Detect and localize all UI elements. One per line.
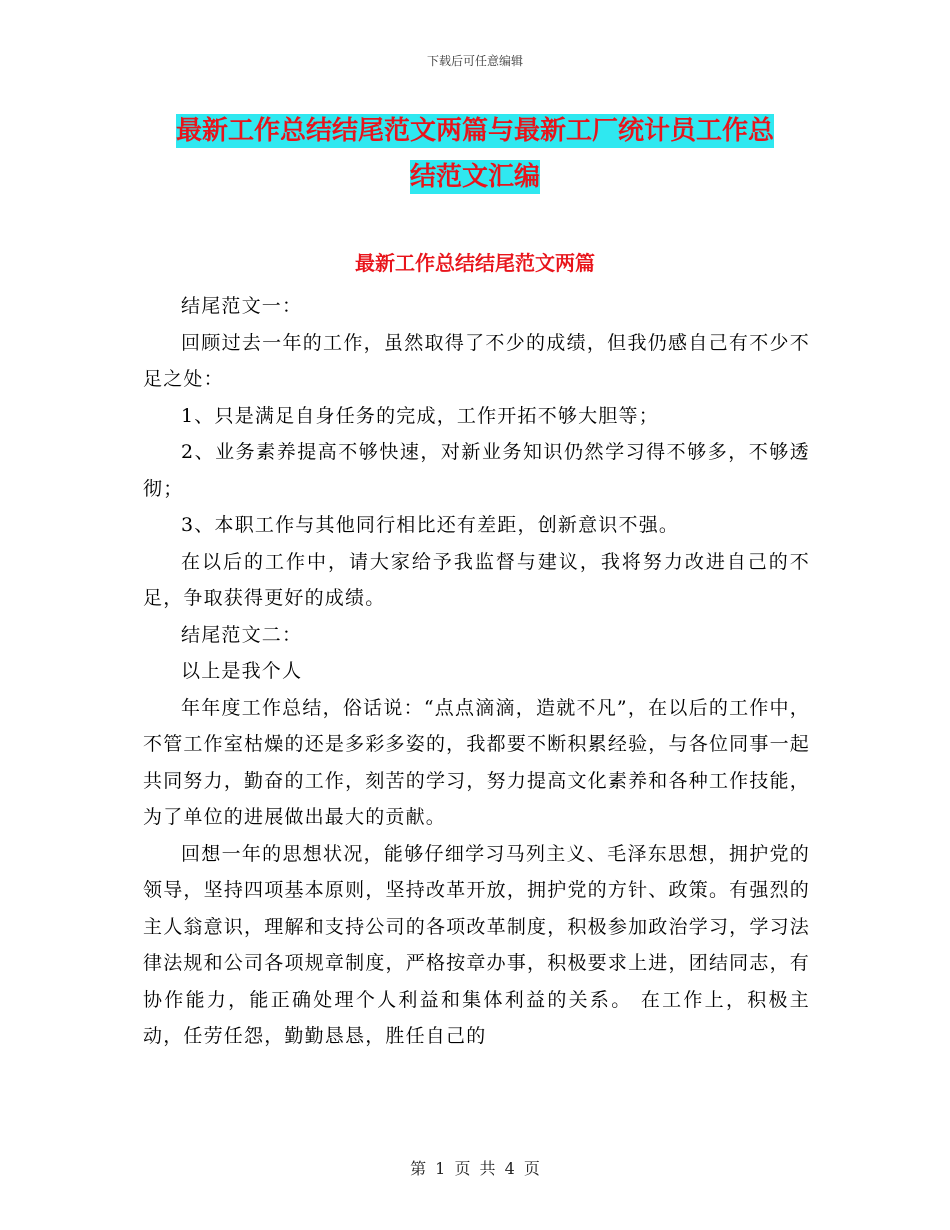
paragraph: 年年度工作总结，俗话说：“点点滴滴，造就不凡”，在以后的工作中，不管工作室枯燥的还是多彩多姿的，我都要不断积累经验，与各位同事一起共同努力，勤奋的工作，刻苦的学习，努力提高文化素养和各种工作技能，为了单位的进展做出最大的贡献。 (143, 696, 810, 828)
paragraph: 结尾范文一： (181, 295, 303, 317)
document-title (100, 108, 850, 200)
paragraph: 2、业务素养提高不够快速，对新业务知识仍然学习得不够多，不够透彻； (143, 441, 810, 500)
paragraph: 结尾范文二： (181, 623, 303, 646)
document-body (143, 288, 810, 1055)
paragraph: 1、只是满足自身任务的完成，工作开拓不够大胆等； (181, 404, 659, 427)
paragraph: 在以后的工作中，请大家给予我监督与建议，我将努力改进自己的不足，争取获得更好的成绩。 (143, 550, 810, 609)
paragraph: 以上是我个人 (181, 660, 303, 682)
paragraph: 回想一年的思想状况，能够仔细学习马列主义、毛泽东思想，拥护党的领导，坚持四项基本原则，坚持改革开放，拥护党的方针、政策。有强烈的主人翁意识，理解和支持公司的各项改革制度，积极参加政治学习，学习法律法规和公司各项规章制度，严格按章办事，积极要求上进，团结同志，有协作能力，能正确处理个人利益和集体利益的关系。 在工作上，积极主动，任劳任怨，勤勤恳恳，胜任自己的 (143, 842, 810, 1047)
header-note: 下载后可任意编辑 (426, 54, 523, 68)
document-title-line-2: 结范文汇编 (409, 162, 540, 192)
section-title: 最新工作总结结尾范文两篇 (355, 251, 595, 275)
paragraph: 回顾过去一年的工作，虽然取得了不少的成绩，但我仍感自己有不少不足之处： (143, 331, 810, 390)
document-title-line-1: 最新工作总结结尾范文两篇与最新工厂统计员工作总 (175, 116, 774, 146)
paragraph: 3、本职工作与其他同行相比还有差距，创新意识不强。 (181, 514, 680, 536)
page-number-footer: 第 1 页 共 4 页 (410, 1159, 540, 1178)
